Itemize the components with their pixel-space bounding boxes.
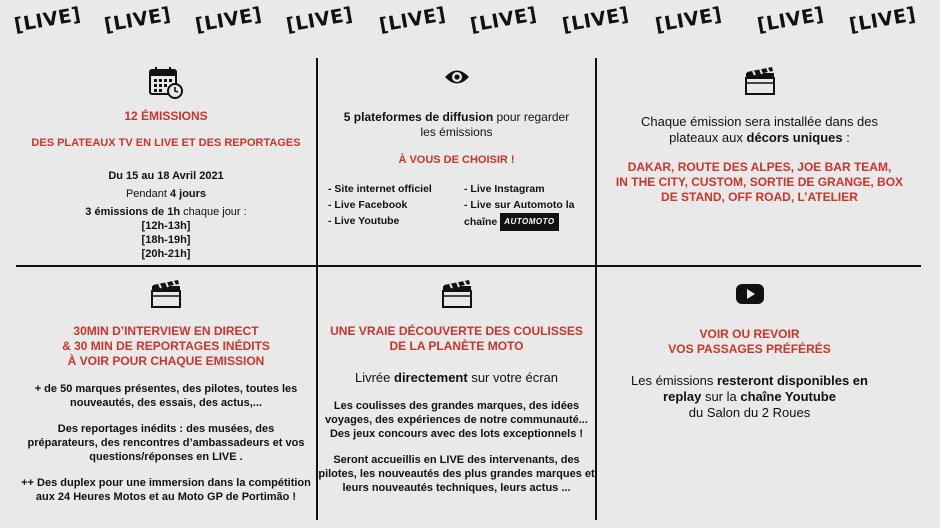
platform-item: chaîne AUTOMOTO bbox=[464, 213, 574, 231]
paragraph: ++ Des duplex pour une immersion dans la compétition aux 24 Heures Motos et au Moto GP de Portimão ! bbox=[21, 477, 311, 503]
platform-list-right bbox=[464, 181, 574, 231]
cell-subtitle: DES PLATEAUX TV EN LIVE ET DES REPORTAGES bbox=[31, 137, 301, 149]
calendar-clock-icon bbox=[148, 66, 184, 100]
decors-intro: Chaque émission sera installée dans des bbox=[640, 114, 879, 129]
cell-title: DE LA PLANÈTE MOTO bbox=[389, 339, 524, 353]
clapperboard-icon bbox=[442, 279, 472, 309]
replay-line: du Salon du 2 Roues bbox=[688, 405, 811, 420]
cell-title: VOS PASSAGES PRÉFÉRÉS bbox=[668, 342, 831, 356]
paragraph: + de 50 marques présentes, des pilotes, toutes les nouveautés, des essais, des actus,... bbox=[34, 383, 298, 409]
decors-intro: plateaux aux décors uniques : bbox=[669, 130, 850, 145]
platforms-line: les émissions bbox=[420, 125, 493, 139]
live-badge: [LIVE] bbox=[193, 3, 264, 37]
cell-platforms bbox=[318, 66, 595, 264]
eye-icon bbox=[444, 66, 470, 88]
delivered-line: Livrée directement sur votre écran bbox=[354, 370, 559, 385]
platform-item: - Live Facebook bbox=[328, 199, 408, 211]
platform-list-left bbox=[328, 181, 432, 229]
live-badge: [LIVE] bbox=[560, 3, 631, 37]
cell-replay bbox=[597, 283, 902, 421]
cell-title: UNE VRAIE DÉCOUVERTE DES COULISSES bbox=[330, 324, 583, 338]
live-badge: [LIVE] bbox=[847, 3, 918, 37]
decors-list: DAKAR, ROUTE DES ALPES, JOE BAR TEAM, bbox=[627, 160, 892, 174]
cell-title: À VOIR POUR CHAQUE EMISSION bbox=[67, 354, 265, 368]
youtube-play-icon bbox=[735, 283, 765, 305]
duration: Pendant 4 jours bbox=[125, 188, 207, 200]
live-badge: [LIVE] bbox=[653, 3, 724, 37]
platform-item: - Live Youtube bbox=[328, 215, 400, 227]
live-badge: [LIVE] bbox=[377, 3, 448, 37]
paragraph: Seront accueillis en LIVE des intervenants, des pilotes, les nouveautés des plus grandes marques et leurs nouveautés techniques, leurs actus ... bbox=[318, 454, 595, 494]
automoto-logo: AUTOMOTO bbox=[500, 213, 558, 231]
platform-item: - Live sur Automoto la bbox=[464, 199, 575, 211]
live-badge: [LIVE] bbox=[12, 3, 83, 37]
time-slot: [18h-19h] bbox=[141, 234, 191, 246]
time-slot: [12h-13h] bbox=[141, 220, 191, 232]
cell-coulisses bbox=[318, 279, 595, 495]
live-badge: [LIVE] bbox=[468, 3, 539, 37]
live-badge: [LIVE] bbox=[755, 3, 826, 37]
grid-divider-horizontal bbox=[16, 265, 921, 267]
paragraph: Des reportages inédits : des musées, des préparateurs, des rencontres d’ambassadeurs et vos questions/réponses en LIVE . bbox=[27, 423, 305, 463]
clapperboard-icon bbox=[745, 66, 775, 96]
paragraph: Les coulisses des grandes marques, des idées voyages, des expériences de notre communauté... Des jeux concours avec des lots exceptionnels ! bbox=[325, 400, 588, 440]
clapperboard-icon bbox=[151, 279, 181, 309]
platform-item: - Site internet officiel bbox=[328, 183, 432, 195]
choose-title: À VOUS DE CHOISIR ! bbox=[398, 154, 515, 166]
cell-title: 30MIN D’INTERVIEW EN DIRECT bbox=[73, 324, 259, 338]
platform-item: - Live Instagram bbox=[464, 183, 545, 195]
live-badge: [LIVE] bbox=[284, 3, 355, 37]
cell-interviews bbox=[16, 279, 316, 504]
platforms-line: 5 plateformes de diffusion pour regarder bbox=[343, 110, 570, 124]
live-badge-strip bbox=[0, 0, 940, 52]
replay-line: Les émissions resteront disponibles en bbox=[631, 373, 868, 388]
live-badge: [LIVE] bbox=[102, 3, 173, 37]
shows-per-day: 3 émissions de 1h chaque jour : bbox=[85, 206, 247, 218]
decors-list: DE STAND, OFF ROAD, L’ATELIER bbox=[661, 190, 858, 204]
time-slot: [20h-21h] bbox=[141, 248, 191, 260]
cell-title: VOIR OU REVOIR bbox=[699, 327, 800, 341]
cell-title: 12 ÉMISSIONS bbox=[124, 109, 208, 123]
decors-list: IN THE CITY, CUSTOM, SORTIE DE GRANGE, BOX bbox=[615, 175, 904, 189]
date-range: Du 15 au 18 Avril 2021 bbox=[108, 170, 224, 182]
cell-title: & 30 MIN DE REPORTAGES INÉDITS bbox=[62, 339, 270, 353]
cell-decors bbox=[597, 66, 922, 205]
replay-line: replay sur la chaîne Youtube bbox=[663, 389, 836, 404]
cell-emissions bbox=[16, 66, 316, 261]
